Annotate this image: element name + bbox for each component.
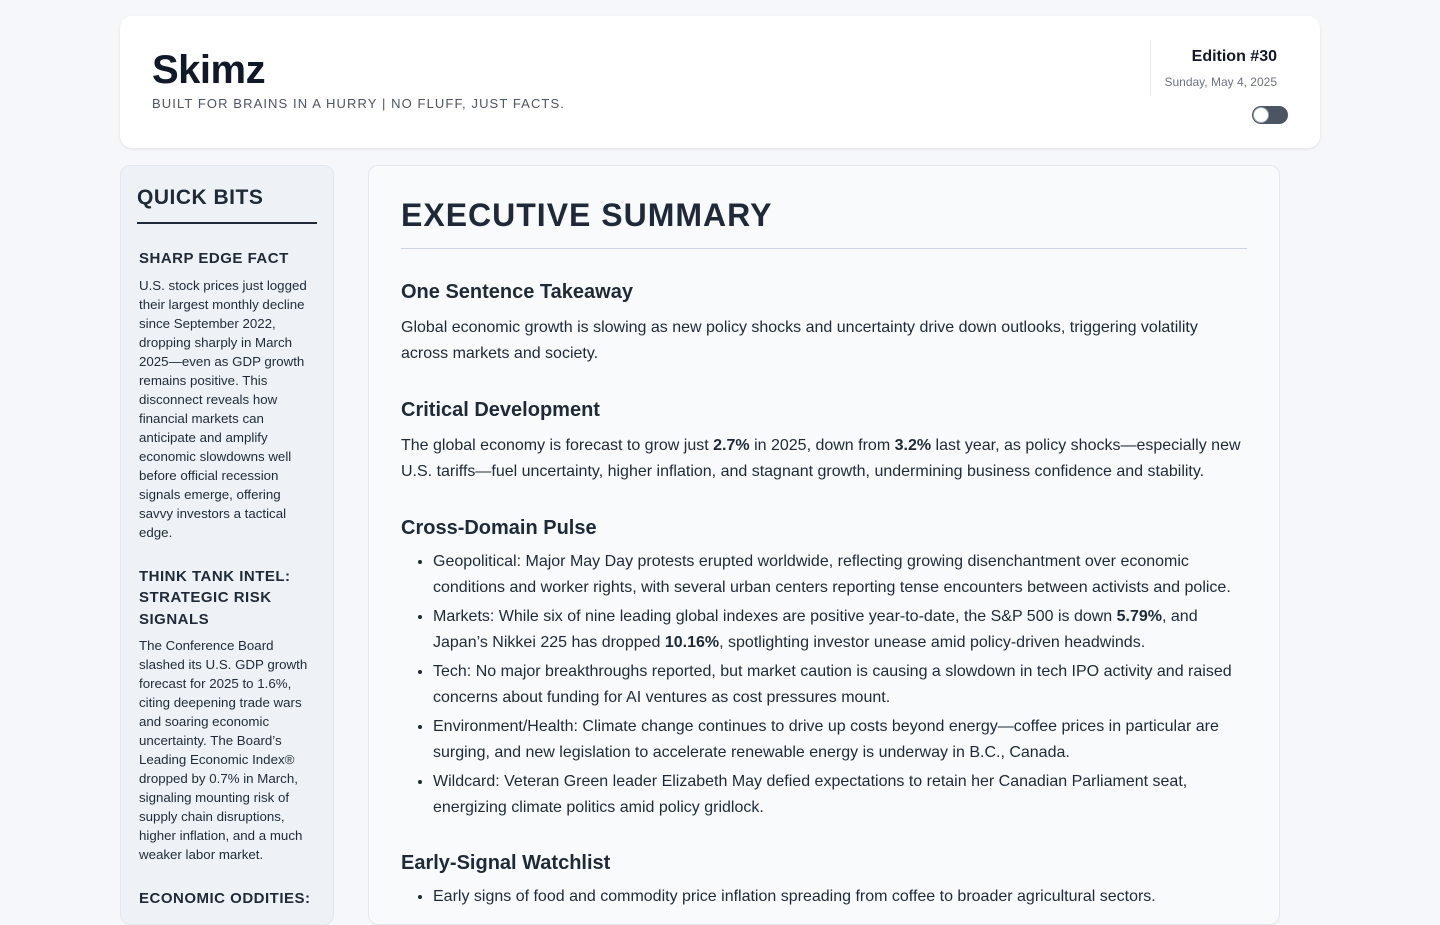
quick-bit (137, 888, 317, 910)
watchlist-list (401, 884, 1247, 910)
highlight-value: 5.79% (1116, 608, 1163, 625)
takeaway-heading: One Sentence Takeaway (401, 281, 633, 303)
text-span: The global economy is forecast to grow just (401, 437, 714, 454)
pulse-item-markets (433, 604, 1247, 655)
quick-bit-body: U.S. stock prices just logged their largest monthly decline since September 2022, dropping sharply in March 2025—even as GDP growth remains positive. This disconnect reveals how financial markets can anticipate and amplify economic slowdowns well before official recession signals emerge, offering savvy investors a tactical edge. (139, 277, 307, 540)
watchlist-heading: Early-Signal Watchlist (401, 852, 611, 874)
takeaway-text: Global economic growth is slowing as new policy shocks and uncertainty drive down outlooks, triggering volatility across markets and society. (401, 319, 1198, 362)
pulse-item-tech: • Tech: No major breakthroughs reported, but market caution is causing a slowdown in tech IPO activity and raised concerns about funding for AI ventures as cost pressures mount. (433, 659, 1247, 710)
edition-info (1150, 40, 1277, 96)
quick-bits-sidebar (120, 165, 334, 925)
watchlist-item: • Early signs of food and commodity price inflation spreading from coffee to broader agricultural sectors. (433, 884, 1247, 910)
site-title: Skimz (152, 48, 266, 92)
critical-development-heading: Critical Development (401, 399, 600, 421)
highlight-value: 3.2% (894, 437, 932, 454)
pulse-item-wildcard: • Wildcard: Veteran Green leader Elizabeth May defied expectations to retain her Canadian Parliament seat, energizing climate politics amid policy gridlock. (433, 769, 1247, 820)
quick-bit (137, 248, 317, 542)
quick-bit-heading: SHARP EDGE FACT (139, 250, 289, 267)
edition-date: Sunday, May 4, 2025 (1164, 75, 1277, 89)
quick-bit (137, 566, 317, 865)
site-tagline: BUILT FOR BRAINS IN A HURRY | NO FLUFF, JUST FACTS. (152, 96, 565, 111)
toggle-knob (1253, 107, 1269, 123)
highlight-value: 2.7% (713, 437, 750, 454)
theme-toggle[interactable] (1252, 106, 1288, 124)
critical-development-text (401, 433, 1247, 485)
text-span: Markets: While six of nine leading global indexes are positive year-to-date, the S&P 500 is down (433, 608, 1117, 625)
text-span: , and Japan’s Nikkei 225 has dropped (433, 608, 1198, 651)
text-span: , spotlighting investor unease amid policy-driven headwinds. (719, 633, 1146, 651)
main-title: EXECUTIVE SUMMARY (401, 196, 1247, 249)
pulse-item-geopolitical: • Geopolitical: Major May Day protests erupted worldwide, reflecting growing disenchantment over economic conditions and worker rights, with several urban centers reporting tense encounters between activists and police. (433, 549, 1247, 600)
quick-bit-heading: THINK TANK INTEL: STRATEGIC RISK SIGNALS (139, 567, 291, 628)
highlight-value: 10.16% (664, 633, 720, 651)
site-header (120, 16, 1320, 148)
pulse-list (401, 549, 1247, 820)
executive-summary (368, 165, 1280, 925)
sidebar-title: QUICK BITS (137, 186, 317, 224)
cross-domain-pulse-heading: Cross-Domain Pulse (401, 517, 597, 539)
text-span: last year, as policy shocks—especially new U.S. tariffs—fuel uncertainty, higher inflation, and stagnant growth, undermining business confidence and stability. (401, 437, 1241, 480)
pulse-item-environment: • Environment/Health: Climate change continues to drive up costs beyond energy—coffee prices in particular are surging, and new legislation to accelerate renewable energy is underway in B.C., Canada. (433, 714, 1247, 765)
quick-bit-heading: ECONOMIC ODDITIES: (139, 890, 311, 907)
quick-bit-body: The Conference Board slashed its U.S. GDP growth forecast for 2025 to 1.6%, citing deepening trade wars and soaring economic uncertainty. The Board’s Leading Economic Index® dropped by 0.7% in March, signaling mounting risk of supply chain disruptions, higher inflation, and a much weaker labor market. (139, 638, 308, 862)
text-span: in 2025, down from (749, 437, 895, 454)
edition-number: Edition #30 (1191, 48, 1277, 65)
